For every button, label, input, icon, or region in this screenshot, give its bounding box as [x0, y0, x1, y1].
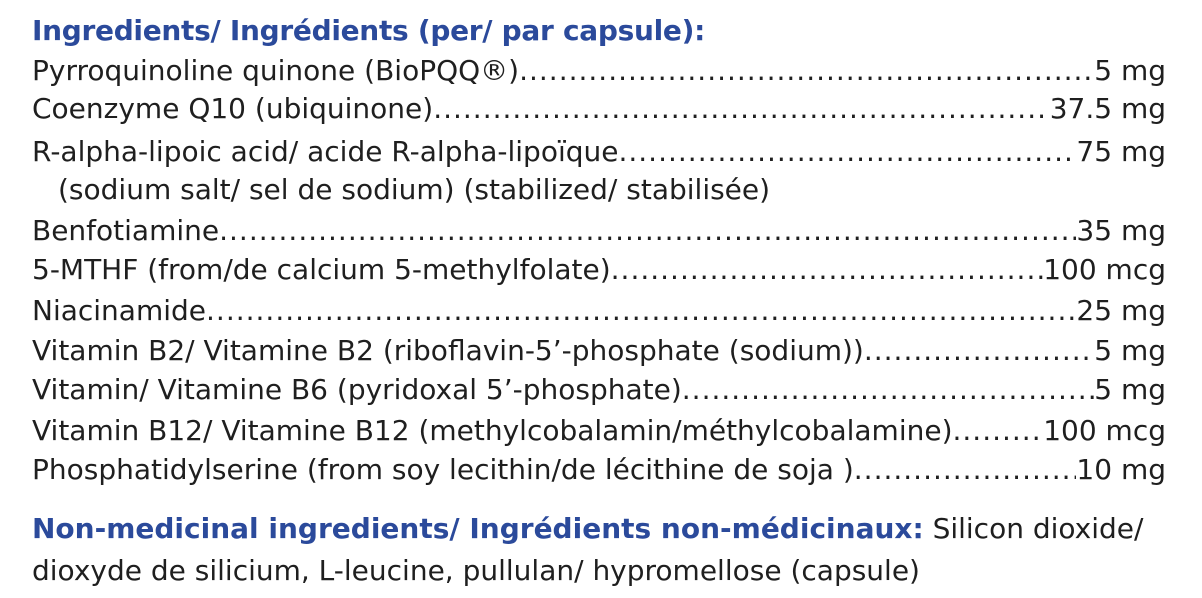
ingredient-amount: 5 mg — [1094, 334, 1166, 367]
ingredient-note: (sodium salt/ sel de sodium) (stabilized/ stabilisée) — [58, 173, 771, 206]
ingredient-name: Coenzyme Q10 (ubiquinone) — [32, 92, 434, 125]
ingredient-row — [32, 212, 1166, 250]
dot-leader — [433, 90, 1050, 128]
ingredient-amount: 100 mcg — [1043, 253, 1166, 286]
ingredient-amount: 75 mg — [1076, 135, 1166, 168]
dot-leader — [854, 451, 1077, 489]
ingredient-name: Benfotiamine — [32, 214, 220, 247]
ingredient-amount: 100 mcg — [1043, 414, 1166, 447]
ingredient-amount: 5 mg — [1094, 54, 1166, 87]
non-medicinal-heading: Non-medicinal ingredients/ Ingrédients non-médicinaux: — [32, 512, 924, 545]
ingredient-row — [32, 133, 1166, 171]
ingredient-amount: 10 mg — [1076, 453, 1166, 486]
ingredient-row — [32, 412, 1166, 450]
dot-leader — [864, 332, 1094, 370]
dot-leader — [682, 371, 1094, 409]
ingredient-row — [32, 451, 1166, 489]
ingredient-row — [32, 90, 1166, 128]
ingredient-name: Vitamin/ Vitamine B6 (pyridoxal 5’-phosphate) — [32, 373, 682, 406]
ingredient-row — [32, 332, 1166, 370]
ingredient-name: Pyrroquinoline quinone (BioPQQ®) — [32, 54, 520, 87]
ingredient-name: R-alpha-lipoic acid/ acide R-alpha-lipoïque — [32, 135, 619, 168]
ingredient-name: Phosphatidylserine (from soy lecithin/de lécithine de soja ) — [32, 453, 854, 486]
ingredient-amount: 35 mg — [1076, 214, 1166, 247]
dot-leader — [618, 133, 1076, 171]
dot-leader — [206, 292, 1076, 330]
ingredient-amount: 37.5 mg — [1049, 92, 1166, 125]
ingredients-heading: Ingredients/ Ingrédients (per/ par capsule): — [32, 14, 705, 47]
non-medicinal-ingredients — [32, 508, 1182, 592]
ingredient-amount: 25 mg — [1076, 294, 1166, 327]
ingredient-name: Vitamin B2/ Vitamine B2 (riboflavin-5’-phosphate (sodium)) — [32, 334, 864, 367]
ingredient-name: Niacinamide — [32, 294, 207, 327]
ingredient-name: 5-MTHF (from/de calcium 5-methylfolate) — [32, 253, 611, 286]
non-medicinal-text: Silicon dioxide/ dioxyde de silicium, L-leucine, pullulan/ hypromellose (capsule) — [32, 512, 1144, 587]
ingredient-row — [32, 371, 1166, 409]
ingredient-row — [32, 52, 1166, 90]
ingredient-amount: 5 mg — [1094, 373, 1166, 406]
dot-leader — [611, 251, 1044, 289]
dot-leader — [219, 212, 1076, 250]
ingredient-row — [32, 251, 1166, 289]
ingredient-name: Vitamin B12/ Vitamine B12 (methylcobalamin/méthylcobalamine) — [32, 414, 953, 447]
dot-leader — [519, 52, 1094, 90]
dot-leader — [953, 412, 1044, 450]
ingredient-row — [32, 292, 1166, 330]
